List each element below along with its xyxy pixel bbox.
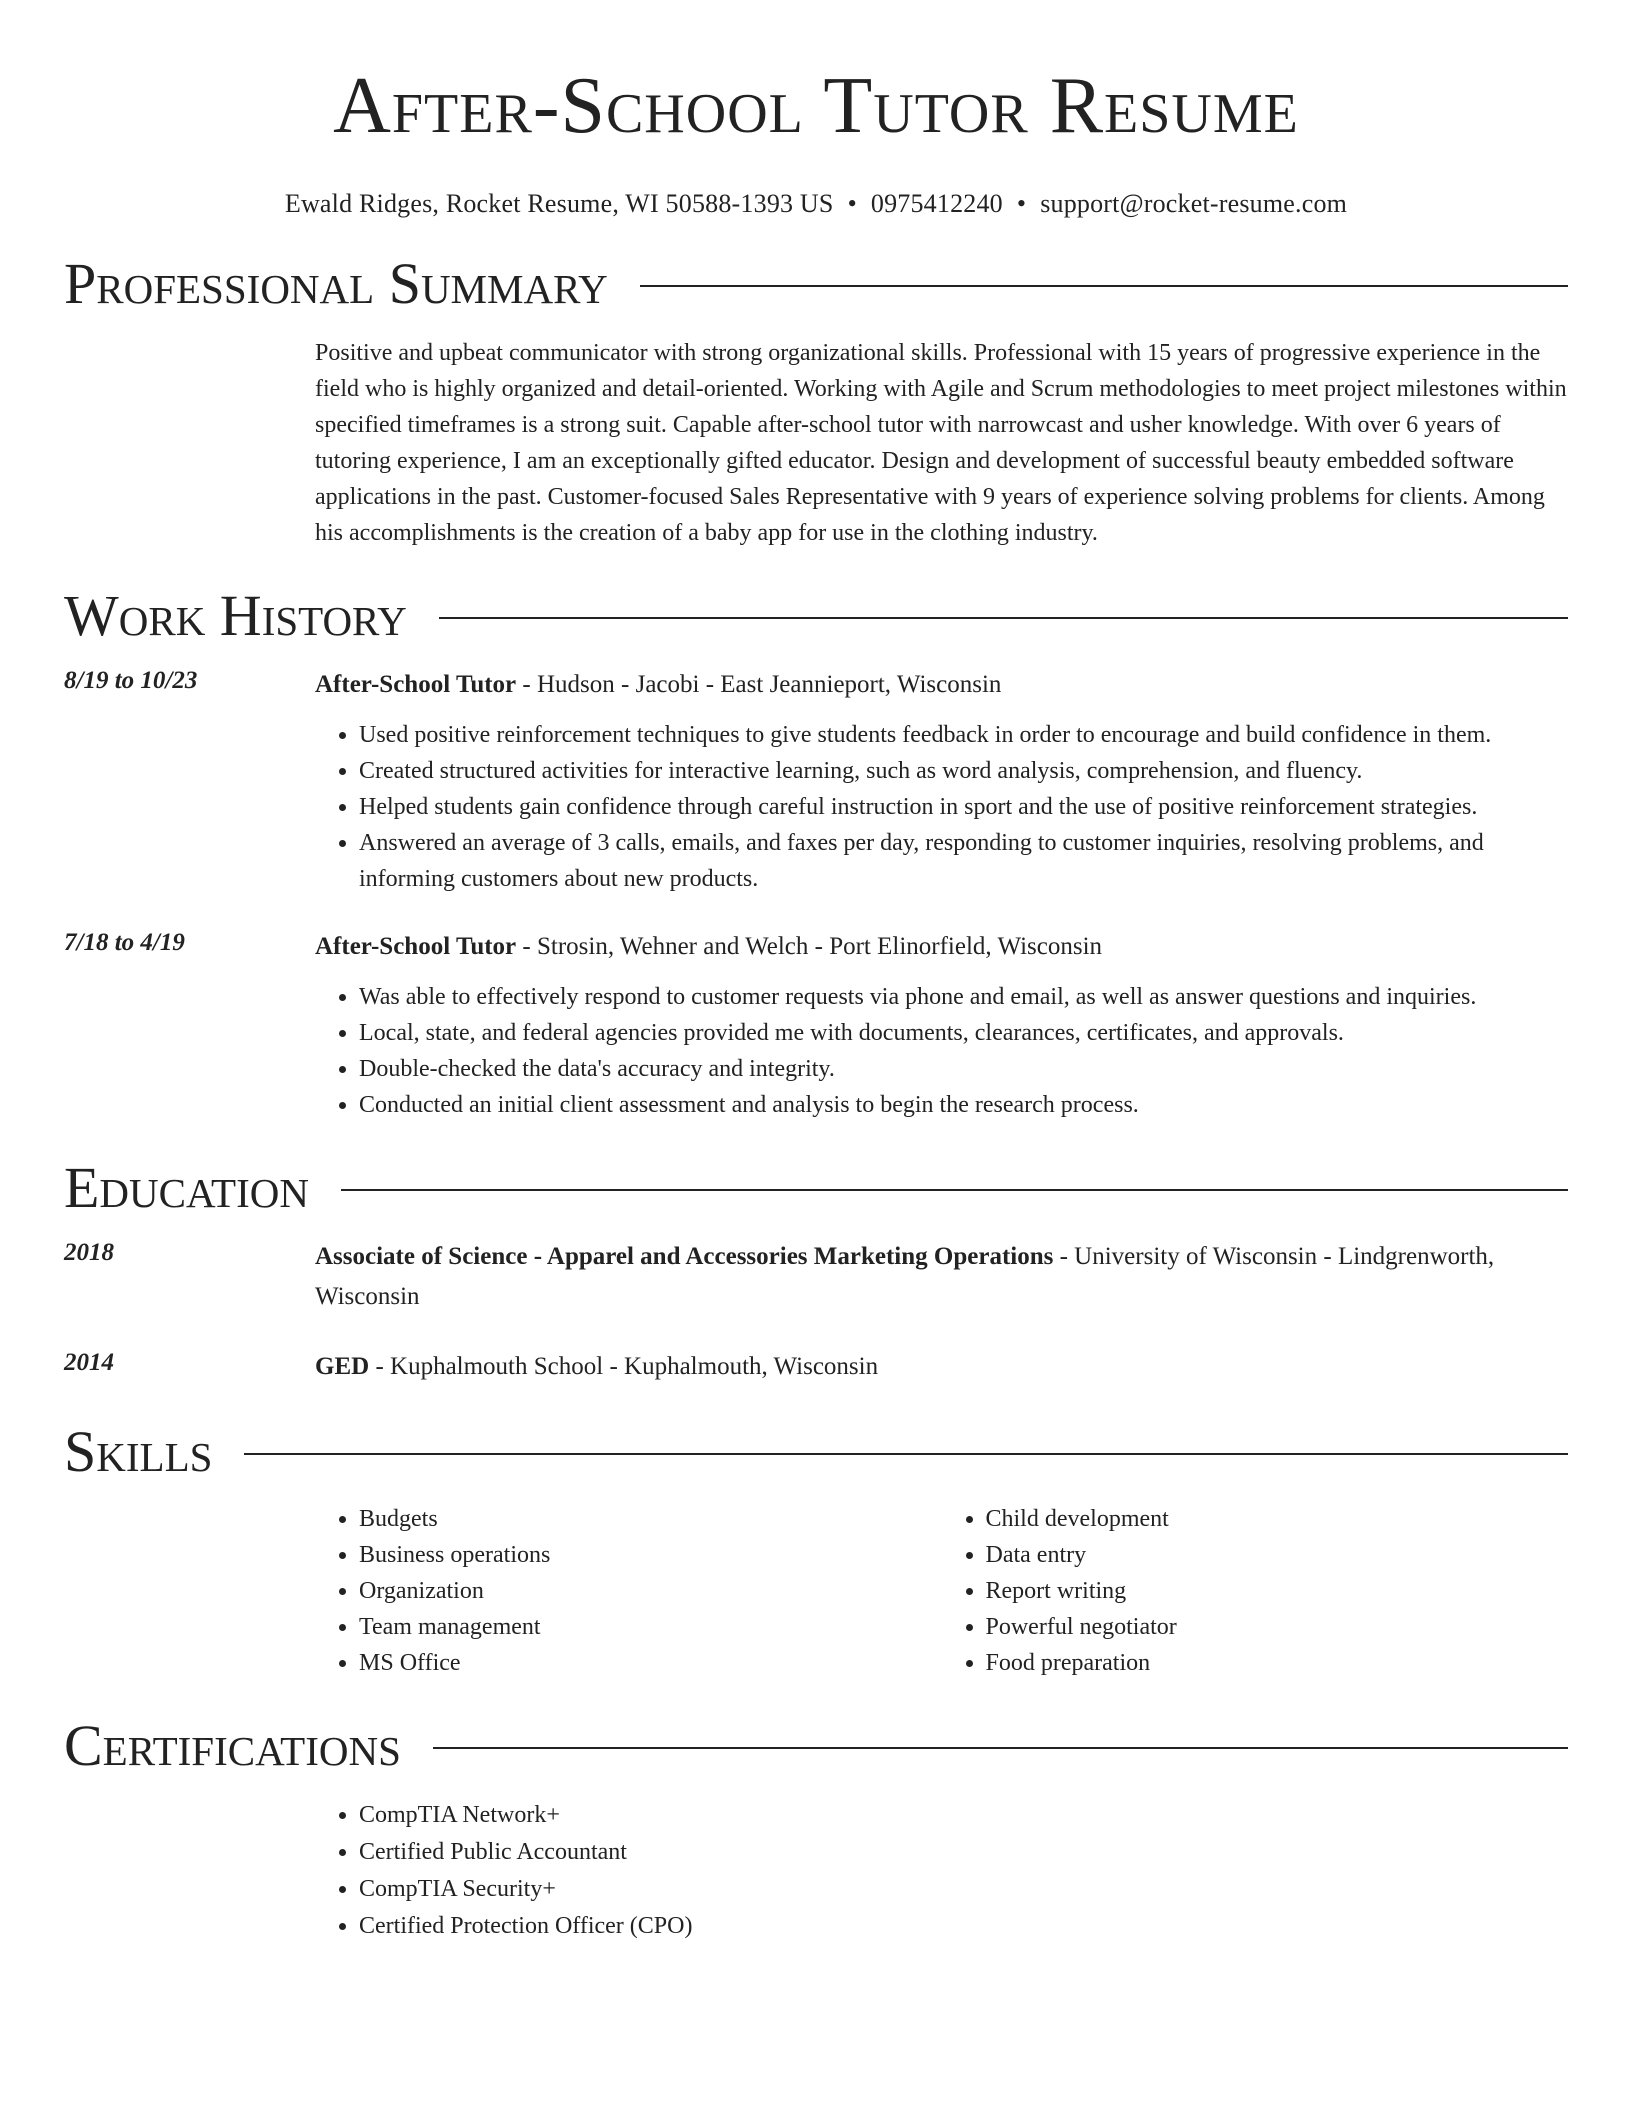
skill-item: • Budgets [359,1501,942,1537]
job-bullet: • Created structured activities for interactive learning, such as word analysis, comprehension, and fluency. [359,753,1568,789]
education-text [315,1237,1568,1317]
education-year: 2018 [64,1239,114,1266]
education-degree: Associate of Science - Apparel and Accessories Marketing Operations [315,1243,1054,1270]
contact-separator: • [847,189,857,218]
section-header-education [64,1155,1568,1220]
education-degree: GED [315,1353,370,1380]
job-bullets [315,979,1568,1123]
section-title-work: Work History [64,583,407,648]
skill-item: • MS Office [359,1645,942,1681]
job-bullet: • Double-checked the data's accuracy and integrity. [359,1051,1568,1087]
section-divider [433,1747,1568,1749]
skill-item: • Organization [359,1573,942,1609]
job-bullet: • Helped students gain confidence through careful instruction in sport and the use of positive reinforcement strategies. [359,789,1568,825]
job-heading [315,665,1568,705]
section-header-work [64,583,1568,648]
certifications-list [64,1797,1568,1945]
certification-item: • Certified Protection Officer (CPO) [359,1908,1568,1945]
section-title-certifications: Certifications [64,1713,401,1778]
job-bullet: • Answered an average of 3 calls, emails, and faxes per day, responding to customer inquiries, resolving problems, and informing customers about new products. [359,825,1568,897]
summary-text: Positive and upbeat communicator with strong organizational skills. Professional with 15 years of progressive experience in the field who is highly organized and detail-oriented. Working with Agile and Scrum methodologies to meet project milestones within specified timeframes is a strong suit. Capable after-school tutor with narrowcast and usher knowledge. With over 6 years of tutoring experience, I am an exceptionally gifted educator. Design and development of successful beauty embedded software applications in the past. Customer-focused Sales Representative with 9 years of experience solving problems for clients. Among his accomplishments is the creation of a baby app for use in the clothing industry. [315,340,1567,546]
section-header-summary [64,251,1568,316]
contact-address: Ewald Ridges, Rocket Resume, WI 50588-1393 US [284,189,834,218]
job-details: - Strosin, Wehner and Welch - Port Elinorfield, Wisconsin [516,933,1103,960]
certification-item: • CompTIA Security+ [359,1871,1568,1908]
job-dates: 7/18 to 4/19 [64,929,185,956]
resume-title: After-School Tutor Resume [333,62,1299,150]
skill-item: • Powerful negotiator [986,1609,1569,1645]
contact-phone: 0975412240 [870,189,1003,218]
section-header-skills [64,1419,1568,1484]
section-title-education: Education [64,1155,309,1220]
section-title-summary: Professional Summary [64,251,608,316]
section-divider [439,617,1568,619]
job-details: - Hudson - Jacobi - East Jeannieport, Wisconsin [516,671,1002,698]
certifications-bullets [315,1797,1568,1945]
job-dates: 8/19 to 10/23 [64,667,198,694]
section-divider [244,1453,1568,1455]
job-entry [64,927,1568,1123]
section-header-certifications [64,1713,1568,1778]
job-bullet: • Was able to effectively respond to customer requests via phone and email, as well as answer questions and inquiries. [359,979,1568,1015]
education-details: - Kuphalmouth School - Kuphalmouth, Wisconsin [369,1353,879,1380]
education-year: 2014 [64,1349,114,1376]
job-bullet: • Used positive reinforcement techniques to give students feedback in order to encourage and build confidence in them. [359,717,1568,753]
certification-item: • Certified Public Accountant [359,1834,1568,1871]
job-entry [64,665,1568,897]
skills-column-left [315,1501,942,1681]
section-divider [341,1189,1568,1191]
job-bullet: • Local, state, and federal agencies provided me with documents, clearances, certificates, and approvals. [359,1015,1568,1051]
contact-email: support@rocket-resume.com [1040,189,1348,218]
certification-item: • CompTIA Network+ [359,1797,1568,1834]
skills-column-right [942,1501,1569,1681]
skills-list [64,1501,1568,1681]
contact-separator: • [1016,189,1027,218]
education-entry [64,1347,1568,1387]
education-text [315,1347,1568,1387]
education-entry [64,1237,1568,1317]
section-divider [640,285,1568,287]
job-bullets [315,717,1568,897]
job-title: After-School Tutor [315,671,517,698]
skill-item: • Data entry [986,1537,1569,1573]
skill-item: • Food preparation [986,1645,1569,1681]
section-title-skills: Skills [64,1419,213,1484]
skill-item: • Child development [986,1501,1569,1537]
skill-item: • Team management [359,1609,942,1645]
skill-item: • Report writing [986,1573,1569,1609]
education-details: - University of Wisconsin - Lindgrenworth, Wisconsin [315,1243,1495,1310]
job-bullet: • Conducted an initial client assessment and analysis to begin the research process. [359,1087,1568,1123]
contact-line [64,189,1568,219]
job-title: After-School Tutor [315,933,517,960]
job-heading [315,927,1568,967]
skill-item: • Business operations [359,1537,942,1573]
